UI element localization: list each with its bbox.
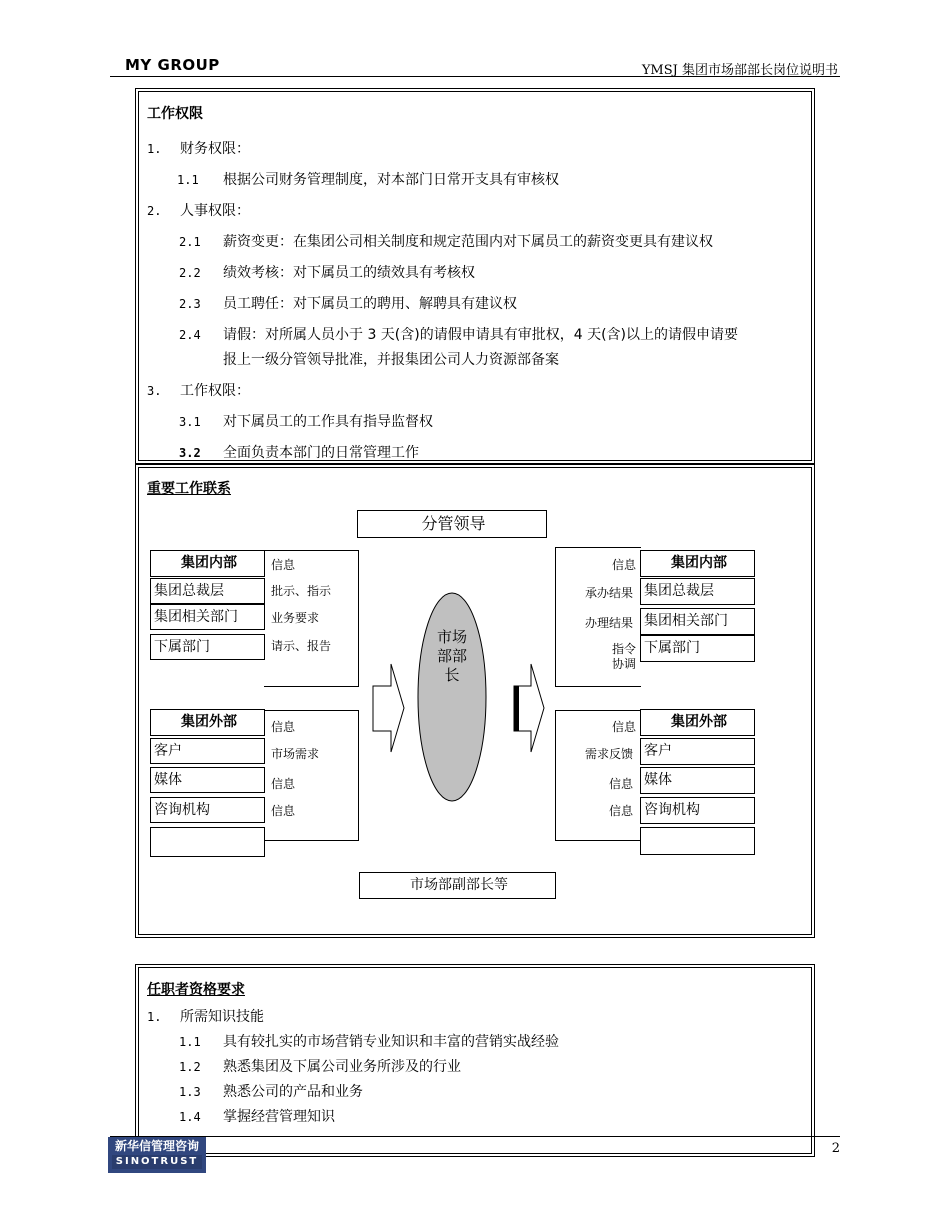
left-internal-item: 集团相关部门 xyxy=(150,604,265,630)
authority-line: 2.2 绩效考核：对下属员工的绩效具有考核权 xyxy=(179,265,475,281)
right-internal-header-label: 信息 xyxy=(612,558,637,572)
left-external-label: 信息 xyxy=(271,804,296,818)
deputy-box: 市场部副部长等 xyxy=(359,872,556,899)
left-external-header: 集团外部 xyxy=(150,709,265,736)
authority-line: 3.2 全面负责本部门的日常管理工作 xyxy=(179,445,419,461)
right-external-label: 信息 xyxy=(609,804,634,818)
left-internal-item: 下属部门 xyxy=(150,634,265,660)
right-external-label: 信息 xyxy=(609,777,634,791)
right-external-header-label: 信息 xyxy=(612,720,637,734)
qualification-line: 1.1 具有较扎实的市场营销专业知识和丰富的营销实战经验 xyxy=(179,1034,559,1050)
left-arrow xyxy=(373,664,404,752)
qualification-line: 1. 所需知识技能 xyxy=(147,1009,264,1025)
qualification-line: 1.3 熟悉公司的产品和业务 xyxy=(179,1084,363,1100)
relations-title: 重要工作联系 xyxy=(147,481,231,497)
right-internal-label: 协调 xyxy=(612,657,637,671)
authority-title: 工作权限 xyxy=(147,106,203,122)
right-internal-item: 集团相关部门 xyxy=(640,608,755,635)
header-doc-title: YMSJ 集团市场部部长岗位说明书 xyxy=(641,63,838,78)
page-number: 2 xyxy=(831,1141,840,1156)
right-external-header: 集团外部 xyxy=(640,709,755,736)
authority-line-continued: 报上一级分管领导批准，并报集团公司人力资源部备案 xyxy=(223,352,559,368)
right-internal-label: 承办结果 xyxy=(585,586,634,600)
qualification-line: 1.4 掌握经营管理知识 xyxy=(179,1109,335,1125)
right-external-item: 媒体 xyxy=(640,767,755,794)
left-internal-label: 请示、报告 xyxy=(271,639,332,653)
center-ellipse xyxy=(418,593,486,801)
left-external-header-label: 信息 xyxy=(271,720,296,734)
left-external-item: 媒体 xyxy=(150,767,265,793)
right-arrow-shade xyxy=(514,686,519,731)
authority-line: 2. 人事权限： xyxy=(147,203,250,219)
left-internal-header-label: 信息 xyxy=(271,558,296,572)
left-internal-label: 批示、指示 xyxy=(271,584,332,598)
right-internal-label: 办理结果 xyxy=(585,616,634,630)
authority-line: 3. 工作权限： xyxy=(147,383,250,399)
right-internal-label: 指令 xyxy=(612,642,637,656)
left-external-item: 咨询机构 xyxy=(150,797,265,823)
center-label: 市场部部长 xyxy=(436,628,467,684)
sinotrust-logo xyxy=(108,1137,206,1173)
left-external-item: 客户 xyxy=(150,738,265,764)
supervisor-box: 分管领导 xyxy=(357,510,547,538)
left-external-label: 信息 xyxy=(271,777,296,791)
right-internal-item: 集团总裁层 xyxy=(640,578,755,605)
right-external-item: 客户 xyxy=(640,738,755,765)
right-internal-item: 下属部门 xyxy=(640,635,755,662)
authority-line: 3.1 对下属员工的工作具有指导监督权 xyxy=(179,414,433,430)
authority-line: 2.4 请假：对所属人员小于 3 天(含)的请假申请具有审批权，4 天(含)以上的请假申请要 xyxy=(179,327,739,343)
left-internal-label: 业务要求 xyxy=(271,611,320,625)
left-external-label: 市场需求 xyxy=(271,747,320,761)
footer-divider xyxy=(110,1136,840,1137)
right-external-label: 需求反馈 xyxy=(585,747,634,761)
authority-line: 1.1 根据公司财务管理制度，对本部门日常开支具有审核权 xyxy=(177,172,559,188)
authority-line: 2.1 薪资变更：在集团公司相关制度和规定范围内对下属员工的薪资变更具有建议权 xyxy=(179,234,713,250)
authority-line: 1. 财务权限： xyxy=(147,141,250,157)
right-internal-header: 集团内部 xyxy=(640,550,755,577)
logo-cn-text: 新华信管理咨询 xyxy=(114,1139,199,1153)
logo-en-text: SINOTRUST xyxy=(112,1155,202,1169)
qualification-line: 1.2 熟悉集团及下属公司业务所涉及的行业 xyxy=(179,1059,461,1075)
authority-line: 2.3 员工聘任：对下属员工的聘用、解聘具有建议权 xyxy=(179,296,517,312)
right-external-item: 咨询机构 xyxy=(640,797,755,824)
left-internal-header: 集团内部 xyxy=(150,550,265,577)
qualifications-title: 任职者资格要求 xyxy=(147,982,245,998)
left-internal-item: 集团总裁层 xyxy=(150,578,265,604)
header-company: MY GROUP xyxy=(125,56,220,74)
